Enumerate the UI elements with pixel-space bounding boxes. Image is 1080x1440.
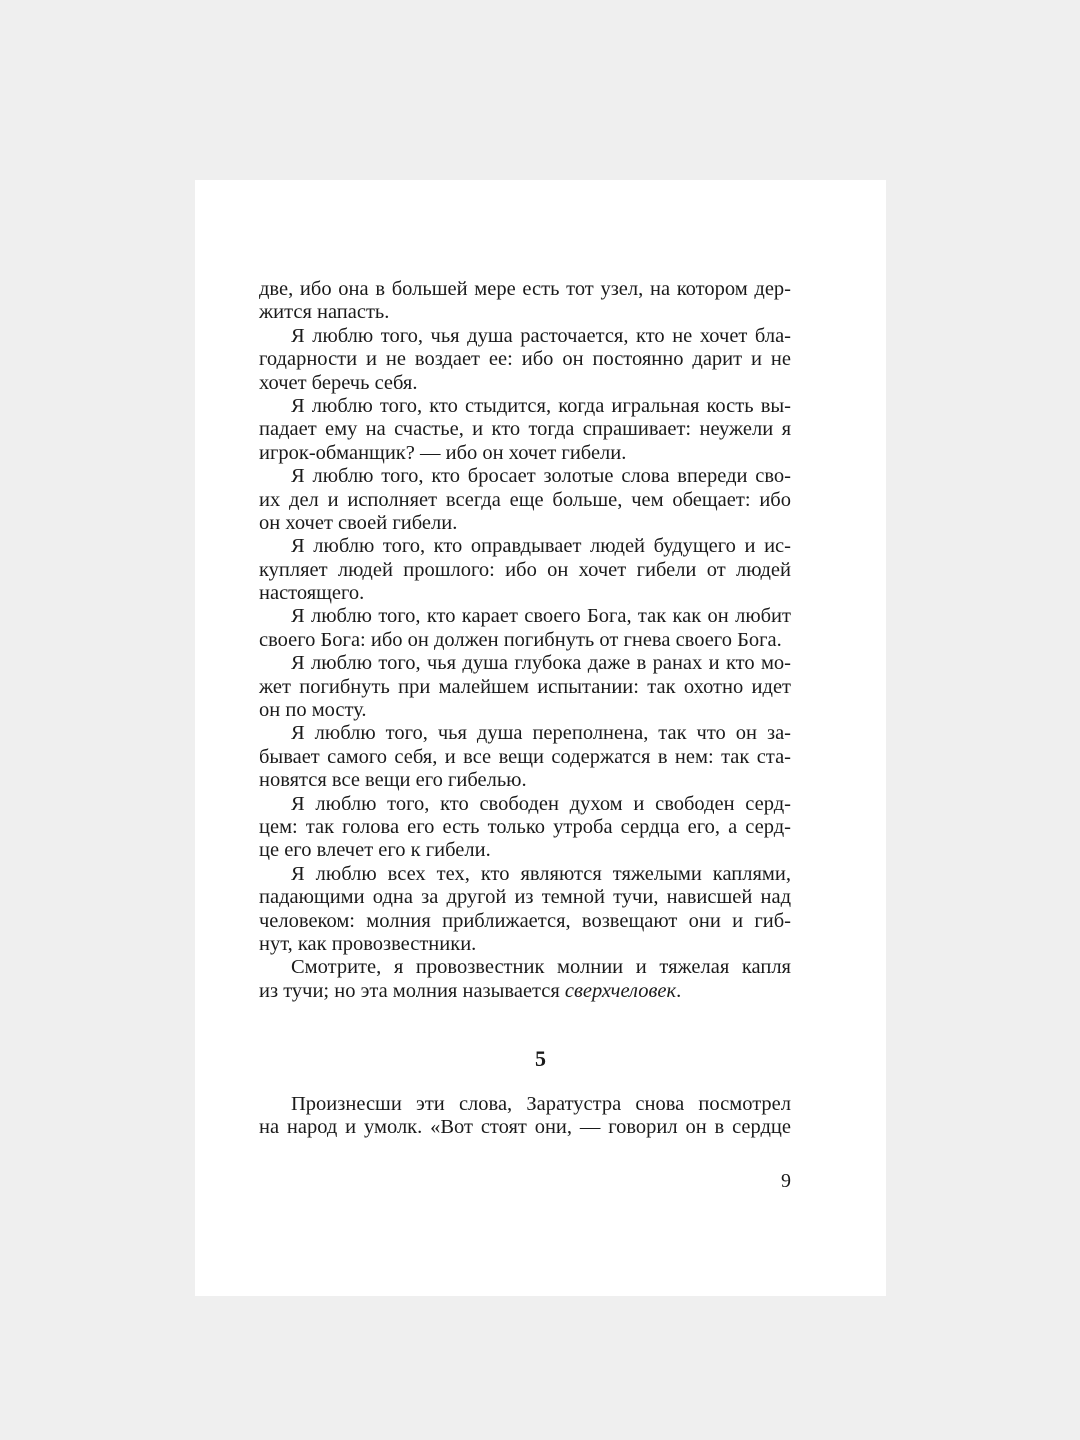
paragraph-line: их дел и исполняет всегда еще больше, чем обещает: ибо [259, 488, 791, 511]
paragraph-line: годарности и не воздает ее: ибо он постоянно дарит и не [259, 348, 791, 371]
paragraph-line: Я люблю того, кто стыдится, когда игральная кость вы- [291, 394, 791, 417]
paragraph-line: Я люблю того, кто оправдывает людей будущего и ис- [291, 535, 791, 558]
main-text-block [259, 278, 791, 1003]
paragraph-line: новятся все вещи его гибелью. [259, 769, 527, 792]
paragraph-line: жится напасть. [259, 301, 390, 324]
line-prefix: из тучи; но эта молния называется [259, 979, 565, 1002]
book-page [195, 180, 886, 1296]
paragraph-line [259, 980, 791, 1003]
paragraph-line: Смотрите, я провозвестник молнии и тяжелая капля [291, 956, 791, 979]
paragraph-line: Я люблю всех тех, кто являются тяжелыми каплями, [291, 862, 791, 885]
section-text-block [259, 1093, 791, 1140]
paragraph-line: две, ибо она в большей мере есть тот узел, на котором дер- [259, 278, 791, 300]
paragraph-line: це его влечет его к гибели. [259, 839, 491, 862]
section-line-2: на народ и умолк. «Вот стоят они, — говорил он в сердце [259, 1116, 791, 1139]
paragraph-line: купляет людей прошлого: ибо он хочет гибели от людей [259, 558, 791, 581]
section-heading: 5 [535, 1046, 546, 1071]
paragraph-line: человеком: молния приближается, возвещают они и гиб- [259, 909, 791, 932]
paragraph-line: падающими одна за другой из темной тучи, нависшей над [259, 886, 791, 909]
paragraph-line: Я люблю того, кто бросает золотые слова впереди сво- [291, 465, 791, 488]
paragraph-line: хочет беречь себя. [259, 371, 418, 394]
emphasized-word: сверхчеловек [564, 979, 677, 1002]
paragraph-line: Я люблю того, чья душа глубока даже в ранах и кто мо- [291, 652, 791, 675]
paragraph-line: Я люблю того, чья душа расточается, кто не хочет бла- [291, 324, 791, 347]
paragraph-line: падает ему на счастье, и кто тогда спрашивает: неужели я [259, 418, 791, 441]
paragraph-line: он по мосту. [259, 699, 367, 722]
paragraph-line: он хочет своей гибели. [259, 511, 458, 534]
paragraph-line: Я люблю того, кто свободен духом и свободен серд- [291, 792, 791, 815]
paragraph-line: бывает самого себя, и все вещи содержатся в нем: так ста- [259, 745, 791, 768]
paragraph-line: Я люблю того, чья душа переполнена, так что он за- [291, 722, 791, 745]
paragraph-line: игрок-обманщик? — ибо он хочет гибели. [259, 441, 627, 464]
section-line-1: Произнесши эти слова, Заратустра снова посмотрел [291, 1093, 791, 1115]
paragraph-line: настоящего. [259, 582, 365, 605]
paragraph-line: жет погибнуть при малейшем испытании: так охотно идет [259, 675, 791, 698]
page-number: 9 [781, 1170, 791, 1192]
paragraph-line: цем: так голова его есть только утроба сердца его, а серд- [259, 815, 791, 838]
paragraph-line: нут, как провозвестники. [259, 932, 477, 955]
line-suffix: . [676, 979, 682, 1002]
paragraph-line: Я люблю того, кто карает своего Бога, так как он любит [291, 605, 791, 628]
paragraph-line: своего Бога: ибо он должен погибнуть от гнева своего Бога. [259, 628, 782, 651]
